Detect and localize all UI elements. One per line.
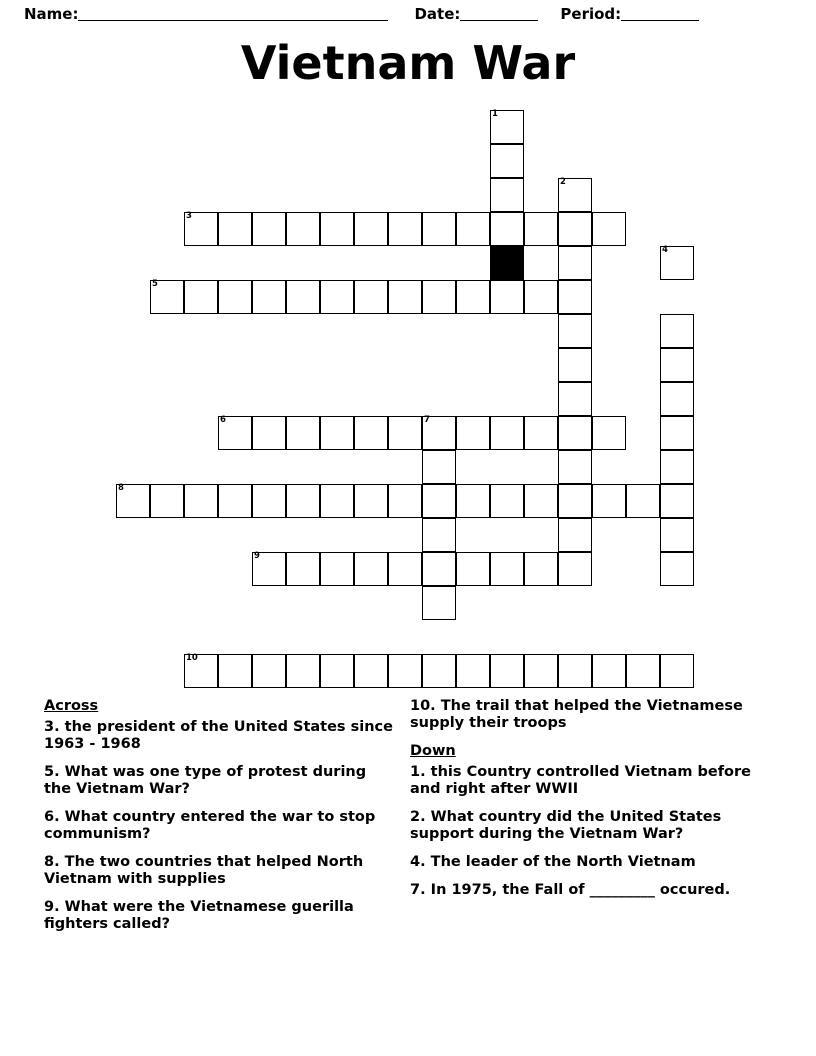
- grid-cell[interactable]: [184, 654, 218, 688]
- grid-cell[interactable]: [354, 280, 388, 314]
- grid-cell[interactable]: [354, 552, 388, 586]
- grid-cell[interactable]: [422, 518, 456, 552]
- clue-down-7: [410, 882, 762, 899]
- clue-across-10: [410, 698, 762, 732]
- grid-cell[interactable]: [354, 416, 388, 450]
- grid-cell[interactable]: [456, 484, 490, 518]
- clue-text: The trail that helped the Vietnamese supply their troops: [410, 698, 743, 731]
- grid-cell[interactable]: [320, 552, 354, 586]
- grid-cell[interactable]: [252, 484, 286, 518]
- clue-section: [44, 698, 780, 948]
- grid-cell[interactable]: [388, 280, 422, 314]
- clue-text: What were the Vietnamese guerilla fighters called?: [44, 899, 354, 932]
- clue-text: The leader of the North Vietnam: [430, 854, 696, 870]
- grid-cell[interactable]: [252, 654, 286, 688]
- grid-cell[interactable]: [660, 416, 694, 450]
- grid-cell[interactable]: [558, 314, 592, 348]
- grid-cell[interactable]: [558, 416, 592, 450]
- grid-cell[interactable]: [592, 416, 626, 450]
- grid-cell[interactable]: [490, 416, 524, 450]
- clue-down-1: [410, 764, 762, 798]
- grid-cell[interactable]: [558, 246, 592, 280]
- grid-cell[interactable]: [252, 552, 286, 586]
- clue-across-6: [44, 809, 396, 843]
- grid-cell-number: 9: [254, 551, 260, 561]
- grid-cell[interactable]: [422, 212, 456, 246]
- grid-cell[interactable]: [490, 212, 524, 246]
- clue-number: 10.: [410, 698, 436, 714]
- grid-cell[interactable]: [558, 212, 592, 246]
- grid-cell[interactable]: [490, 110, 524, 144]
- grid-cell[interactable]: [422, 552, 456, 586]
- grid-cell[interactable]: [184, 212, 218, 246]
- grid-cell[interactable]: [660, 552, 694, 586]
- clue-number: 4.: [410, 854, 426, 870]
- grid-cell[interactable]: [558, 280, 592, 314]
- grid-cell[interactable]: [626, 484, 660, 518]
- grid-cell[interactable]: [660, 484, 694, 518]
- across-heading: Across: [44, 698, 99, 714]
- grid-cell[interactable]: [456, 416, 490, 450]
- grid-cell[interactable]: [558, 552, 592, 586]
- grid-cell[interactable]: [286, 484, 320, 518]
- grid-cell[interactable]: [252, 212, 286, 246]
- grid-cell[interactable]: [388, 212, 422, 246]
- clue-number: 7.: [410, 882, 426, 898]
- grid-cell-number: 3: [186, 211, 192, 221]
- grid-cell[interactable]: [388, 654, 422, 688]
- grid-cell-blocked: [490, 246, 524, 280]
- grid-cell[interactable]: [456, 212, 490, 246]
- grid-cell[interactable]: [490, 280, 524, 314]
- grid-cell[interactable]: [592, 212, 626, 246]
- clue-across-3: [44, 719, 396, 753]
- grid-cell[interactable]: [150, 280, 184, 314]
- grid-cell[interactable]: [218, 654, 252, 688]
- grid-cell-number: 8: [118, 483, 124, 493]
- grid-cell[interactable]: [184, 280, 218, 314]
- clue-text: this Country controlled Vietnam before and right after WWII: [410, 764, 751, 797]
- clue-down-2: [410, 809, 762, 843]
- grid-cell[interactable]: [660, 246, 694, 280]
- clue-down-4: [410, 854, 762, 871]
- grid-cell-number: 4: [662, 245, 668, 255]
- clue-column-left: [44, 698, 396, 933]
- grid-cell-number: 6: [220, 415, 226, 425]
- grid-cell[interactable]: [524, 552, 558, 586]
- grid-cell[interactable]: [218, 212, 252, 246]
- clue-text: What country did the United States support during the Vietnam War?: [410, 809, 722, 842]
- down-heading: Down: [410, 743, 456, 759]
- grid-cell[interactable]: [218, 280, 252, 314]
- grid-cell[interactable]: [524, 654, 558, 688]
- grid-cell[interactable]: [558, 450, 592, 484]
- grid-cell[interactable]: [320, 416, 354, 450]
- grid-cell[interactable]: [660, 450, 694, 484]
- grid-cell[interactable]: [456, 654, 490, 688]
- grid-cell[interactable]: [626, 654, 660, 688]
- clue-text: What was one type of protest during the Vietnam War?: [44, 764, 367, 797]
- clue-number: 5.: [44, 764, 60, 780]
- grid-cell[interactable]: [320, 212, 354, 246]
- clue-number: 8.: [44, 854, 60, 870]
- clue-across-9: [44, 899, 396, 933]
- grid-cell[interactable]: [422, 450, 456, 484]
- grid-cell[interactable]: [286, 416, 320, 450]
- grid-cell[interactable]: [286, 552, 320, 586]
- grid-cell[interactable]: [490, 654, 524, 688]
- grid-cell[interactable]: [388, 484, 422, 518]
- grid-cell-number: 7: [424, 415, 430, 425]
- grid-cell[interactable]: [490, 178, 524, 212]
- grid-cell[interactable]: [558, 178, 592, 212]
- grid-cell[interactable]: [422, 586, 456, 620]
- grid-cell[interactable]: [150, 484, 184, 518]
- grid-cell[interactable]: [490, 552, 524, 586]
- date-label: Date:: [414, 5, 461, 23]
- grid-cell[interactable]: [286, 212, 320, 246]
- clue-number: 1.: [410, 764, 426, 780]
- grid-cell[interactable]: [422, 280, 456, 314]
- grid-cell[interactable]: [456, 552, 490, 586]
- grid-cell[interactable]: [354, 654, 388, 688]
- clue-across-5: [44, 764, 396, 798]
- page-title: Vietnam War: [240, 36, 576, 90]
- grid-cell[interactable]: [320, 280, 354, 314]
- grid-cell[interactable]: [456, 280, 490, 314]
- grid-cell[interactable]: [592, 484, 626, 518]
- grid-cell-number: 1: [492, 109, 498, 119]
- grid-cell[interactable]: [660, 654, 694, 688]
- grid-cell[interactable]: [524, 280, 558, 314]
- period-label: Period:: [560, 5, 622, 23]
- clue-text: In 1975, the Fall of _________ occured.: [430, 882, 731, 898]
- grid-cell[interactable]: [558, 382, 592, 416]
- grid-cell[interactable]: [286, 654, 320, 688]
- grid-cell[interactable]: [320, 484, 354, 518]
- grid-cell[interactable]: [558, 518, 592, 552]
- name-label: Name:: [24, 5, 79, 23]
- grid-cell[interactable]: [320, 654, 354, 688]
- grid-cell[interactable]: [592, 654, 626, 688]
- clue-column-right: [410, 698, 762, 899]
- grid-cell[interactable]: [218, 484, 252, 518]
- clue-number: 2.: [410, 809, 426, 825]
- grid-cell[interactable]: [558, 484, 592, 518]
- grid-cell[interactable]: [422, 484, 456, 518]
- grid-cell-number: 5: [152, 279, 158, 289]
- grid-cell-number: 2: [560, 177, 566, 187]
- grid-cell[interactable]: [558, 348, 592, 382]
- grid-cell[interactable]: [490, 484, 524, 518]
- grid-cell[interactable]: [524, 416, 558, 450]
- clue-number: 3.: [44, 719, 60, 735]
- grid-cell[interactable]: [354, 212, 388, 246]
- clue-number: 6.: [44, 809, 60, 825]
- grid-cell[interactable]: [490, 144, 524, 178]
- grid-cell[interactable]: [388, 552, 422, 586]
- grid-cell[interactable]: [184, 484, 218, 518]
- grid-cell[interactable]: [660, 314, 694, 348]
- grid-cell[interactable]: [422, 416, 456, 450]
- clue-text: the president of the United States since 1963 - 1968: [44, 719, 393, 752]
- clue-across-8: [44, 854, 396, 888]
- clue-text: What country entered the war to stop communism?: [44, 809, 376, 842]
- grid-cell-number: 10: [186, 653, 198, 663]
- grid-cell[interactable]: [354, 484, 388, 518]
- clue-text: The two countries that helped North Vietnam with supplies: [44, 854, 364, 887]
- grid-cell[interactable]: [660, 348, 694, 382]
- clue-number: 9.: [44, 899, 60, 915]
- grid-cell[interactable]: [524, 212, 558, 246]
- grid-cell[interactable]: [116, 484, 150, 518]
- grid-cell[interactable]: [660, 382, 694, 416]
- grid-cell[interactable]: [524, 484, 558, 518]
- grid-cell[interactable]: [252, 416, 286, 450]
- grid-cell[interactable]: [422, 654, 456, 688]
- grid-cell[interactable]: [660, 518, 694, 552]
- grid-cell[interactable]: [286, 280, 320, 314]
- grid-cell[interactable]: [388, 416, 422, 450]
- grid-cell[interactable]: [252, 280, 286, 314]
- grid-cell[interactable]: [218, 416, 252, 450]
- grid-cell[interactable]: [558, 654, 592, 688]
